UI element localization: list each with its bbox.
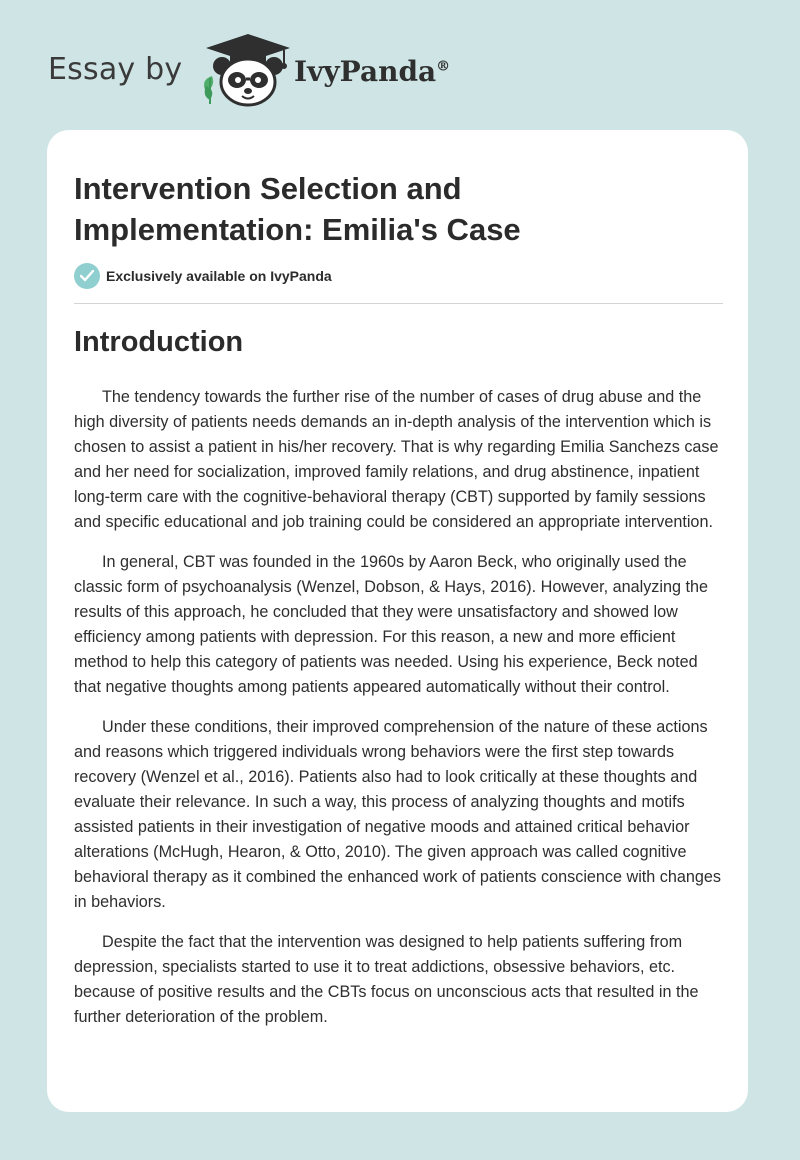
essay-body: [74, 385, 726, 1045]
paragraph: The tendency towards the further rise of the number of cases of drug abuse and the high diversity of patients needs demands an in-depth analysis of the intervention which is chosen to assist a patient in his/her recovery. That is why regarding Emilia Sanchezs case and her need for socialization, improved family relations, and drug abstinence, inpatient long-term care with the cognitive-behavioral therapy (CBT) supported by family sessions and specific educational and job training could be considered an appropriate intervention.: [74, 388, 719, 531]
check-circle-icon: [74, 263, 100, 289]
paragraph: Despite the fact that the intervention was designed to help patients suffering from depression, specialists started to use it to treat addictions, obsessive behaviors, etc. because of positive results and the CBTs focus on unconscious acts that resulted in the further deterioration of the problem.: [74, 933, 699, 1026]
essay-by-label: Essay by: [48, 52, 183, 87]
brand-name-text: IvyPanda: [294, 55, 437, 88]
exclusive-badge-text: Exclusively available on IvyPanda: [106, 268, 332, 284]
essay-card: [47, 130, 748, 1112]
exclusive-badge: [74, 262, 332, 290]
registered-mark: ®: [436, 58, 451, 75]
panda-graduate-logo[interactable]: [198, 30, 298, 108]
site-header: [48, 30, 548, 110]
essay-title: Intervention Selection and Implementation: Emilia's Case: [74, 171, 521, 247]
paragraph: In general, CBT was founded in the 1960s by Aaron Beck, who originally used the classic form of psychoanalysis (Wenzel, Dobson, & Hays, 2016). However, analyzing the results of this approach, he concluded that they were unsatisfactory and showed low efficiency among patients with depression. For this reason, a new and more efficient method to help this category of patients was needed. Using his experience, Beck noted that negative thoughts among patients appeared automatically without their control.: [74, 553, 708, 696]
section-heading-introduction: Introduction: [74, 326, 244, 358]
title-divider: [74, 303, 723, 304]
paragraph: Under these conditions, their improved comprehension of the nature of these actions and reasons which triggered individuals wrong behaviors were the first step towards recovery (Wenzel et al., 2016). Patients also had to look critically at these thoughts and evaluate their relevance. In such a way, this process of analyzing thoughts and motifs assisted patients in their investigation of negative moods and attained critical behavior alterations (McHugh, Hearon, & Otto, 2010). The given approach was called cognitive behavioral therapy as it combined the enhanced work of patients conscience with changes in behaviors.: [74, 718, 721, 911]
brand-name: [294, 55, 450, 88]
